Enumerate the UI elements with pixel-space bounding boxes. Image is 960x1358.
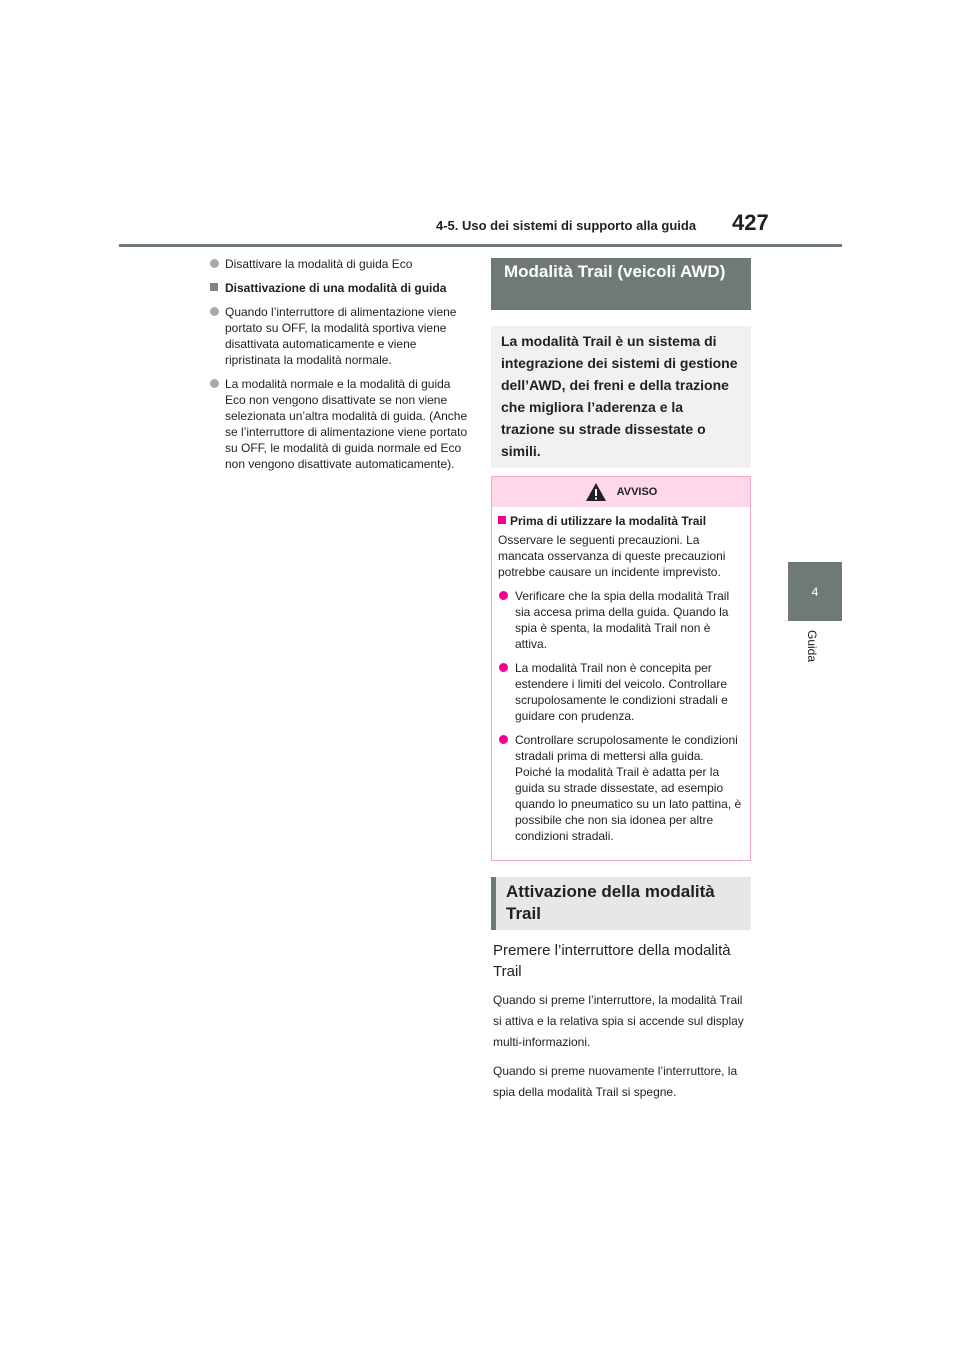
list-item — [210, 256, 468, 272]
list-item — [210, 304, 468, 368]
list-item-text: La modalità normale e la modalità di guida Eco non vengono disattivate se non viene selezionata un’altra modalità di guida. (Anche se l’interruttore di alimentazione viene portato su OFF, le modalità di guida normale ed Eco non vengono disattivate automaticamente). — [225, 377, 468, 471]
warning-item-text: La modalità Trail non è concepita per estendere i limiti del veicolo. Controllare scrupolosamente le condizioni stradali e guidare con prudenza. — [515, 661, 728, 723]
bullet-icon — [210, 259, 219, 268]
warning-body — [492, 507, 750, 860]
warning-item-text: Verificare che la spia della modalità Trail sia accesa prima della guida. Quando la spia è spenta, la modalità Trail non è attiva. — [515, 589, 730, 651]
intro-text: La modalità Trail è un sistema di integrazione dei sistemi di gestione dell’AWD, dei freni e della trazione che migliora l’aderenza e la trazione su strade dissestate o simili. — [501, 333, 738, 459]
section-title-activation: Attivazione della modalità Trail — [491, 877, 751, 930]
chapter-number: 4 — [811, 584, 819, 599]
list-item-text: Disattivare la modalità di guida Eco — [225, 257, 413, 271]
bullet-icon — [499, 591, 508, 600]
warning-subheading — [498, 513, 742, 529]
page-number: 427 — [732, 210, 769, 235]
warning-subheading-text: Prima di utilizzare la modalità Trail — [510, 514, 707, 528]
list-item-text: Quando l’interruttore di alimentazione viene portato su OFF, la modalità sportiva viene disattivata automaticamente e viene ripristinata la modalità normale. — [225, 305, 457, 367]
section-header-title: 4-5. Uso dei sistemi di supporto alla guida — [436, 218, 697, 233]
bullet-icon — [210, 307, 219, 316]
header-divider — [119, 244, 842, 247]
bullet-icon — [499, 663, 508, 672]
warning-item — [498, 588, 742, 652]
warning-header — [492, 477, 750, 507]
list-item — [210, 376, 468, 472]
square-bullet-icon — [210, 283, 218, 291]
warning-label: AVVISO — [616, 486, 658, 498]
body-paragraph: Quando si preme l’interruttore, la modalità Trail si attiva e la relativa spia si accende sul display multi-informazioni. — [493, 993, 744, 1049]
warning-item — [498, 732, 742, 844]
square-bullet-icon — [498, 516, 506, 524]
chapter-tab — [788, 562, 842, 621]
right-column — [491, 258, 751, 1103]
subheading-text: Disattivazione di una modalità di guida — [225, 281, 447, 295]
intro-box — [491, 326, 751, 468]
body-paragraph: Quando si preme nuovamente l’interruttore, la spia della modalità Trail si spegne. — [493, 1064, 738, 1099]
bullet-icon — [210, 379, 219, 388]
subheading — [210, 280, 468, 296]
chapter-label: Guida — [805, 630, 819, 663]
warning-item — [498, 660, 742, 724]
warning-paragraph: Osservare le seguenti precauzioni. La mancata osservanza di queste precauzioni potrebbe causare un incidente imprevisto. — [498, 533, 726, 579]
step-instruction: Premere l’interruttore della modalità Trail — [493, 942, 731, 980]
warning-box — [491, 476, 751, 861]
left-column — [210, 256, 468, 480]
section-title-trail-mode: Modalità Trail (veicoli AWD) — [491, 258, 751, 310]
bullet-icon — [499, 735, 508, 744]
warning-triangle-icon — [585, 482, 607, 502]
warning-item-text: Controllare scrupolosamente le condizioni stradali prima di mettersi alla guida. Poiché la modalità Trail è adatta per la guida su strade dissestate, ad esempio quando lo pneumatico su un lato pattina, è possibile che non sia idonea per altre condizioni stradali. — [515, 733, 742, 843]
